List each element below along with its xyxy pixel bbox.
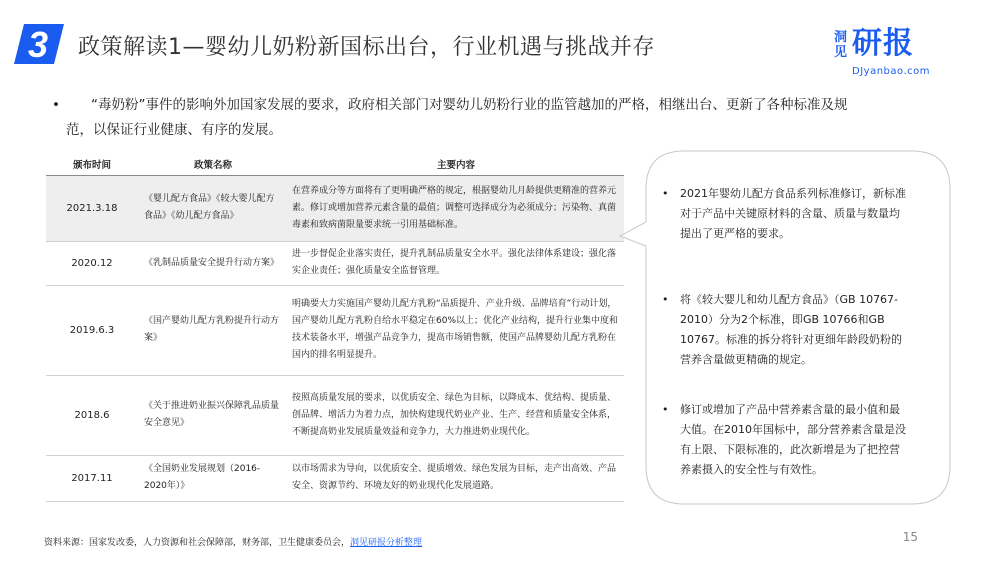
cell-main-content: 按照高质量发展的要求，以优质安全、绿色为目标，以降成本、优结构、提质量、创品牌、增活力为着力点，加快构建现代奶业产业、生产、经营和质量安全体系，不断提高奶业发展质量效益和竞争力，大力推进奶业现代化。 [288,375,624,455]
page-title: 政策解读1—婴幼儿奶粉新国标出台，行业机遇与挑战并存 [78,35,655,60]
cell-date: 2020.12 [46,241,138,285]
cell-main-content: 在营养成分等方面将有了更明确严格的规定，根据婴幼儿月龄提供更精准的营养元素。修订或增加营养元素含量的最值；调整可选择成分为必须成分；污染物、真菌毒素和致病菌限量要求统一引用基础标准。 [288,175,624,241]
bullet-icon: • [662,293,669,306]
brand-url: DJyanbao.com [852,66,930,77]
bullet-icon: • [52,97,60,113]
cell-main-content: 明确要大力实施国产婴幼儿配方乳粉“品质提升、产业升级、品牌培育”行动计划，国产婴幼儿配方乳粉自给水平稳定在60%以上；优化产业结构，提升行业集中度和技术装备水平，增强产品竞争力，提高市场销售额，使国产品牌婴幼儿配方乳粉在国内的排名明显提升。 [288,285,624,375]
column-header-policy-name: 政策名称 [138,153,288,175]
source-link[interactable]: 洞见研报分析整理 [350,538,423,548]
cell-policy-name: 《婴儿配方食品》《较大婴儿配方食品》《幼儿配方食品》 [138,175,288,241]
column-header-date: 颁布时间 [46,153,138,175]
intro-text: “毒奶粉”事件的影响外加国家发展的要求，政府相关部门对婴幼儿奶粉行业的监管越加的严格，相继出台、更新了各种标准及规范，以保证行业健康、有序的发展。 [66,97,848,138]
note-text: 将《较大婴儿和幼儿配方食品》（GB 10767-2010）分为2个标准，即GB 10766和GB 10767。标准的拆分将针对更细年龄段奶粉的营养含量做更精确的规定。 [680,293,902,366]
cell-date: 2017.11 [46,455,138,501]
cell-policy-name: 《国产婴幼儿配方乳粉提升行动方案》 [138,285,288,375]
note-item [662,400,910,480]
cell-main-content: 以市场需求为导向，以优质安全、提质增效、绿色发展为目标，走产出高效、产品安全、资源节约、环境友好的奶业现代化发展道路。 [288,455,624,501]
cell-policy-name: 《关于推进奶业振兴保障乳品质量安全意见》 [138,375,288,455]
cell-date: 2021.3.18 [46,175,138,241]
page-number: 15 [902,530,918,544]
cell-date: 2019.6.3 [46,285,138,375]
note-text: 修订或增加了产品中营养素含量的最小值和最大值。在2010年国标中，部分营养素含量是没有上限、下限标准的，此次新增是为了把控营养素摄入的安全性与有效性。 [680,403,906,476]
section-number: 3 [27,24,49,64]
note-item [662,290,910,370]
brand-logo-small-text: 洞见 [834,30,848,60]
source-note [44,535,422,548]
column-header-main-content: 主要内容 [288,153,624,175]
note-text: 2021年婴幼儿配方食品系列标准修订，新标准对于产品中关键原材料的含量、质量与数量均提出了更严格的要求。 [680,187,906,240]
bullet-icon: • [662,403,669,416]
bullet-icon: • [662,187,669,200]
brand-logo-main-text: 研报 [852,26,914,61]
cell-policy-name: 《乳制品质量安全提升行动方案》 [138,241,288,285]
cell-policy-name: 《全国奶业发展规划（2016-2020年）》 [138,455,288,501]
source-label: 资料来源：国家发改委，人力资源和社会保障部，财务部，卫生健康委员会， [44,538,351,548]
cell-main-content: 进一步督促企业落实责任，提升乳制品质量安全水平。强化法律体系建设；强化落实企业责任；强化质量安全监督管理。 [288,241,624,285]
note-item [662,184,910,244]
cell-date: 2018.6 [46,375,138,455]
